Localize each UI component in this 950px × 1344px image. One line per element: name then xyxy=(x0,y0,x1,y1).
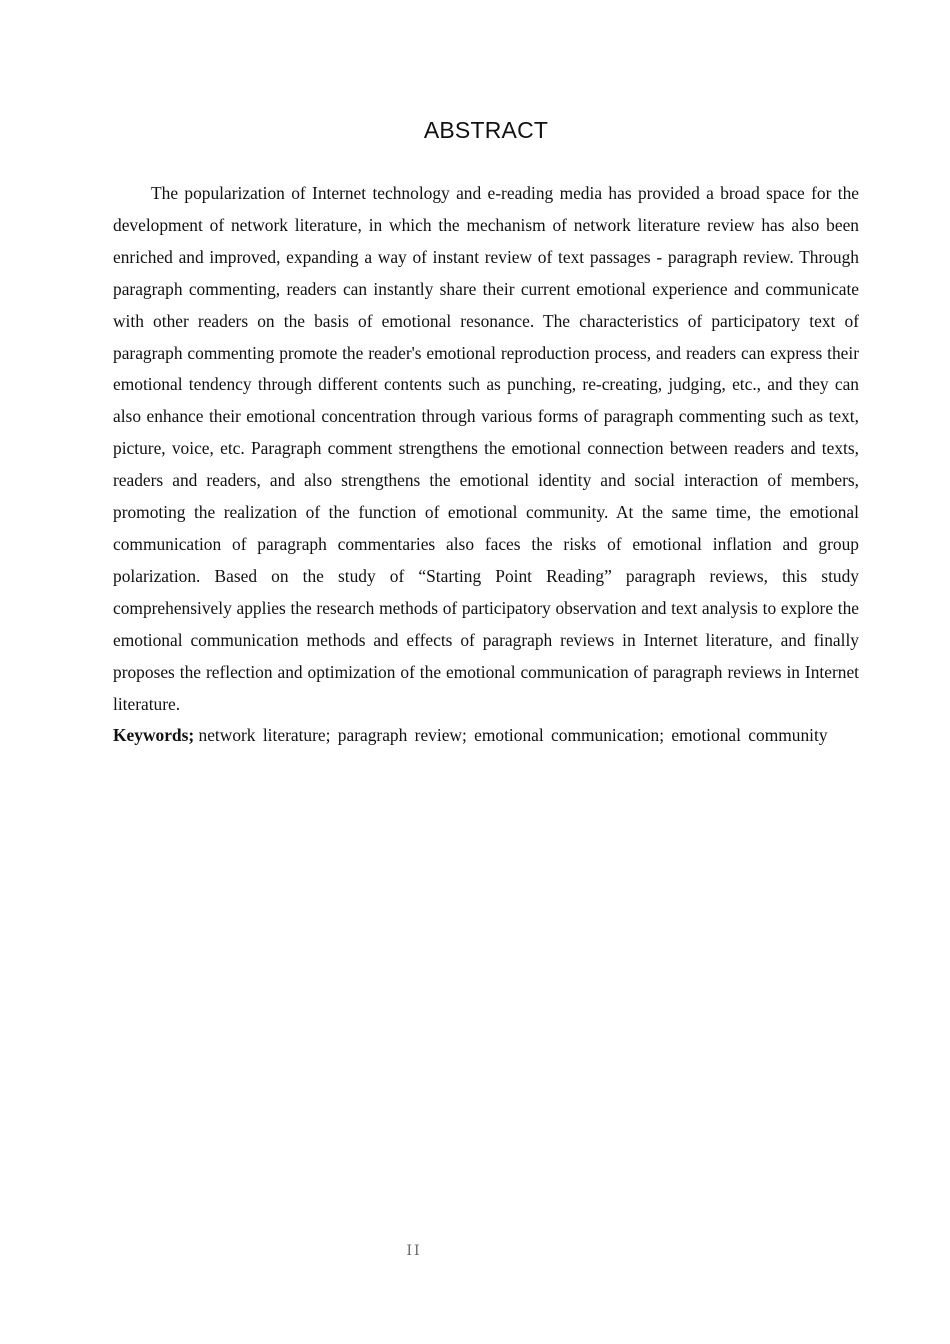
abstract-heading: ABSTRACT xyxy=(423,117,549,143)
keywords-line xyxy=(113,720,859,752)
abstract-body xyxy=(113,178,859,752)
abstract-paragraph: The popularization of Internet technology and e-reading media has provided a broad space for the development of network literature, in which the mechanism of network literature review has also been enriched and improved, expanding a way of instant review of text passages - paragraph review. Through paragraph commenting, readers can instantly share their current emotional experience and communicate with other readers on the basis of emotional resonance. The characteristics of participatory text of paragraph commenting promote the reader's emotional reproduction process, and readers can express their emotional tendency through different contents such as punching, re-creating, judging, etc., and they can also enhance their emotional concentration through various forms of paragraph commenting such as text, picture, voice, etc. Paragraph comment strengthens the emotional connection between readers and texts, readers and readers, and also strengthens the emotional identity and social interaction of members, promoting the realization of the function of emotional community. At the same time, the emotional communication of paragraph commentaries also faces the risks of emotional inflation and group polarization. Based on the study of “Starting Point Reading” paragraph reviews, this study comprehensively applies the research methods of participatory observation and text analysis to explore the emotional communication methods and effects of paragraph reviews in Internet literature, and finally proposes the reflection and optimization of the emotional communication of paragraph reviews in Internet literature. xyxy=(113,183,859,714)
keywords-label: Keywords; xyxy=(113,725,195,746)
page-number: II xyxy=(406,1243,422,1259)
keywords-list: network literature; paragraph review; emotional communication; emotional community xyxy=(198,725,828,746)
